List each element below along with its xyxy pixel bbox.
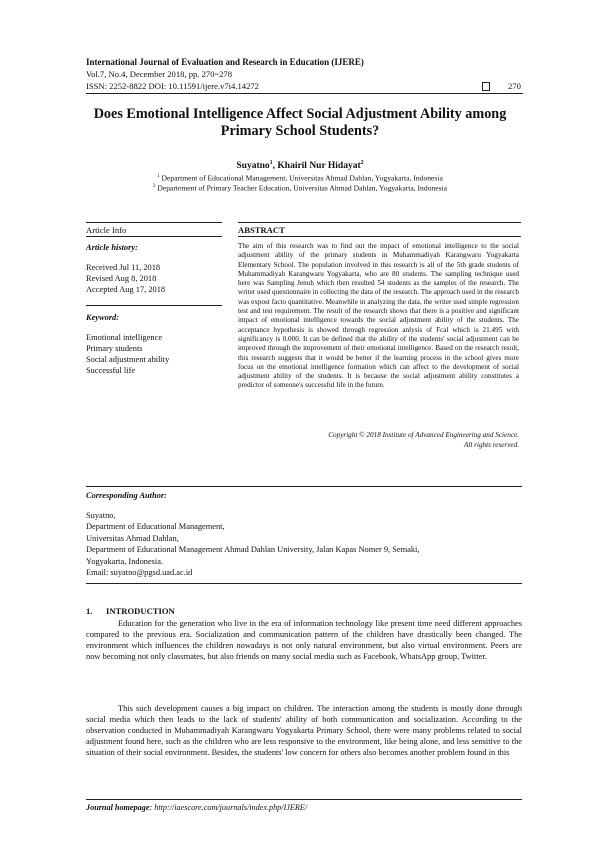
keyword-list [86, 332, 169, 376]
copyright-line-2: All rights reserved. [463, 440, 519, 449]
author-1-sup: 1 [269, 160, 273, 166]
keyword-rule [86, 305, 222, 306]
author-1: Suyatno [236, 161, 270, 172]
header-rule [86, 93, 523, 94]
author-2-sup: 2 [360, 160, 364, 166]
keyword-item: Social adjustment ability [86, 355, 170, 364]
affiliation-1-text: Department of Educational Management, Universitas Ahmad Dahlan, Yogyakarta, Indonesia [159, 173, 443, 183]
corresponding-details [86, 510, 419, 578]
affiliation-1-sup: 1 [157, 174, 160, 179]
abstract-heading-rule [238, 236, 521, 237]
keyword-label: Keyword: [86, 313, 120, 322]
journal-volume: Vol.7, No.4, December 2018, pp. 270~278 [86, 69, 233, 79]
author-2: Khairil Nur Hidayat [277, 161, 361, 172]
accepted-date: Accepted Aug 17, 2018 [86, 285, 166, 294]
corresponding-bottom-rule [86, 583, 522, 584]
history-label: Article history: [86, 243, 138, 252]
journal-homepage [86, 803, 307, 812]
homepage-label: Journal homepage [86, 803, 150, 812]
author-line [80, 160, 520, 171]
square-icon [482, 82, 490, 91]
paper-title: Does Emotional Intelligence Affect Social Adjustment Ability among Primary School Students? [93, 106, 507, 139]
footer-rule [86, 799, 522, 800]
keyword-item: Primary students [86, 344, 143, 353]
paragraph [86, 704, 522, 759]
corresponding-line: Department of Educational Management Ahmad Dahlan University, Jalan Kapas Nomer 9, Semaki, [86, 545, 420, 555]
journal-name: International Journal of Evaluation and Research in Education (IJERE) [86, 57, 364, 67]
received-date: Received Jul 11, 2018 [86, 263, 161, 272]
corresponding-line: Universitas Ahmad Dahlan, [86, 533, 179, 543]
corresponding-line: Department of Educational Management, [86, 522, 225, 532]
paragraph-text: Education for the generation who live in the era of information technology like present time need different approaches compared to the previous era. Socialization and communication pattern of the children have drastically been changed. The environment which influences the children nowadays is not only natural environment, but also virtual environment. Peers are now becoming not only classmates, but also friends on many social media such as Facebook, WhatsApp group, Twitter. [86, 619, 522, 661]
corresponding-label: Corresponding Author: [86, 491, 167, 500]
copyright-notice [238, 431, 519, 450]
corresponding-line: Yogyakarta, Indonesia. [86, 556, 164, 566]
affiliation-2-text: Departement of Primary Teacher Education, Universitas Ahmad Dahlan, Yogyakarta, Indonesia [155, 183, 448, 193]
affiliation-2-sup: 2 [152, 184, 156, 189]
section-heading [86, 606, 175, 616]
copyright-line-1: Copyright © 2018 Institute of Advanced Engineering and Science. [328, 431, 519, 439]
page-number: 270 [508, 81, 521, 91]
homepage-url[interactable]: : http://iaescore.com/journals/index.php/IJERE/ [149, 803, 308, 812]
corresponding-email: Email: suyatno@pgsd.uad.ac.id [86, 568, 193, 578]
revised-date: Revised Aug 8, 2018 [86, 274, 157, 283]
abstract-top-rule [238, 222, 521, 223]
abstract-text: The aim of this research was to find out the impact of emotional intelligence to the social adjustment ability of the primary students in Muhammadiyah Karangwaru Yogyakarta Elementary School. The population involved in this research is all of the 5th grade students of Muhammadiyah Karangwaru Yogyakarta, who are 80 students. The sampling technique used here was Sampling Jenuh which then resulted 54 students as the samples of the research. The writer used questionnaire in collecting the data of the research. The approach used in the research was expost facto quantitative. Meanwhile in analyzing the data, the writer used simple regression test and test requirement. The result of the research shows that there is a positive and significant impact of emotional intelligence towards the social adjustment ability of the students. The acceptance hypothesis is showed through regression anlysis of Fcal which is 21.495 with significancy is 0.000. It can be defined that the ability of the students' social adjustment can be improved through the improvement of their emotional intelligence. Based on the research result, this research suggests that it would be better if the learning process in the school gives more focus on the emotional intelligence formation which can affect to the development of social adjustment ability of the students. It is because the social adjustment ability constitutes a predictor of someone's successful life in the future. [238, 242, 519, 390]
journal-issn-doi: ISSN: 2252-8822 DOI: 10.11591/ijere.v7i4.14272 [86, 81, 259, 91]
keyword-item: Successful life [86, 366, 136, 375]
article-info-heading: Article Info [86, 225, 127, 235]
corresponding-line: Suyatno, [86, 511, 116, 520]
keyword-item: Emotional intelligence [86, 333, 163, 342]
history-dates [86, 262, 165, 295]
affiliation-2 [80, 182, 520, 194]
paragraph-text: This such development causes a big impact on children. The interaction among the students is mostly done through social media which then leads to the lack of students' ability of both communication and socialization. According to the observation conducted in Muhammadiyah Karangwaru Yogyakarta Primary School, there were many problems related to social adjustment found here, such as the children who are less responsive to the environment, like being alone, and less sensitive to the situation of their social environment. Besides, the students' low concern for others also becomes another problem found in this [86, 704, 522, 757]
author-separator: , [272, 161, 278, 172]
section-number: 1. [86, 606, 93, 616]
article-info-top-rule [86, 222, 222, 223]
paragraph [86, 619, 522, 663]
article-info-heading-rule [86, 236, 222, 237]
section-title: INTRODUCTION [106, 606, 175, 616]
corresponding-top-rule [86, 486, 522, 487]
abstract-heading: ABSTRACT [238, 225, 285, 235]
